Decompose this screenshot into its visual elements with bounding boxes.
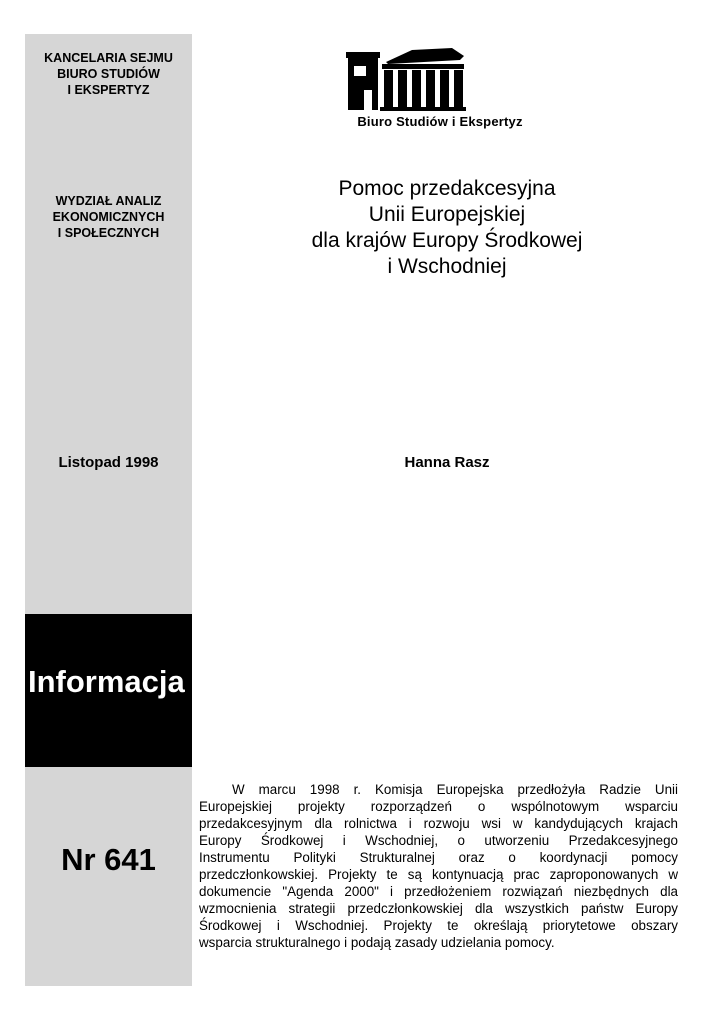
document-title: Pomoc przedakcesyjna Unii Europejskiej dla krajów Europy Środkowej i Wschodniej — [311, 177, 583, 278]
abstract-paragraph: W marcu 1998 r. Komisja Europejska przedłożyła Radzie Unii Europejskiej projekty rozporządzeń o wspólnotowym wsparciu przedakcesyjnym dla rolnictwa i rozwoju wsi w kandydujących krajach Europy Środkowej i Wschodniej, o utworzeniu Przedakcesyjnego Instrumentu Polityki Strukturalnej oraz o koordynacji pomocy przedczłonkowskiej. Projekty te są kontynuacją prac zaproponowanych w dokumencie "Agenda 2000" i przedłożeniem rozwiązań niezbędnych dla wzmocnienia strategii przedczłonkowskiej dla wszystkich państw Europy Środkowej i Wschodniej. Projekty te określają priorytetowe obszary wsparcia strukturalnego i podają zasady udzielania pomocy. — [199, 782, 678, 950]
publication-date: Listopad 1998 — [58, 454, 159, 471]
logo-caption: Biuro Studiów i Ekspertyz — [357, 114, 523, 129]
department-name: WYDZIAŁ ANALIZ EKONOMICZNYCH I SPOŁECZNYCH — [52, 194, 165, 240]
document-number: Nr 641 — [61, 842, 156, 877]
bse-logo — [342, 44, 538, 134]
building-logo-icon — [342, 44, 538, 114]
author-name: Hanna Rasz — [404, 454, 490, 471]
document-type-label: Informacja — [28, 664, 185, 699]
office-name: KANCELARIA SEJMU BIURO STUDIÓW I EKSPERTYZ — [44, 51, 173, 97]
